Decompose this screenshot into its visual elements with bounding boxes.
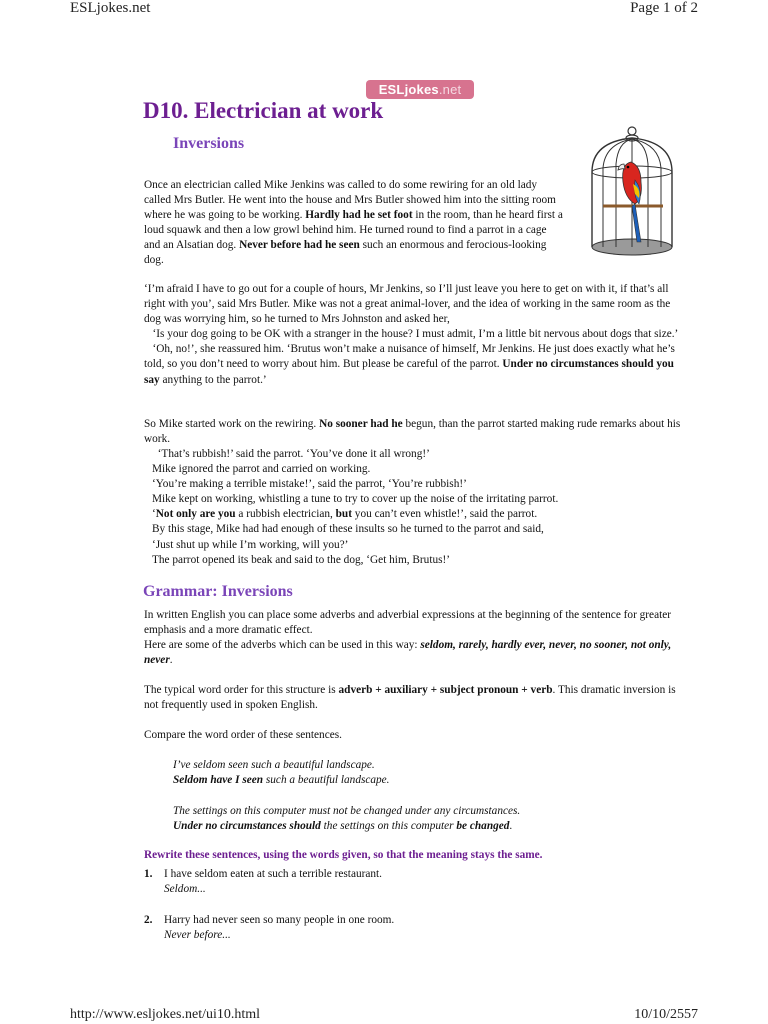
page-subtitle: Inversions bbox=[173, 135, 245, 152]
intro-text-3: such an enormous and ferocious-looking dog. bbox=[144, 239, 547, 267]
intro-text-1: Once an electrician called Mike Jenkins was called to do some rewiring for an old lady called Mrs Butler. He went into the house and Mrs Butler showed him into the sitting room where he was going to be working. bbox=[144, 179, 556, 222]
example-1-inverted-rest: such a beautiful landscape. bbox=[263, 774, 390, 787]
para3-a: So Mike started work on the rewiring. bbox=[144, 418, 320, 430]
page-title: D10. Electrician at work bbox=[143, 98, 384, 123]
logo-main: ESLjokes bbox=[378, 82, 439, 97]
esljokes-logo bbox=[366, 80, 474, 99]
intro-text-2: in the room, than he heard first a loud squawk and then a low growl behind him. He turned round to find a parrot in a cage and an Alsatian dog. bbox=[144, 209, 563, 252]
example-2-inverted-end: be changed bbox=[456, 820, 510, 833]
para2-line-1: ‘I’m afraid I have to go out for a couple of hours, Mr Jenkins, so I’ll just leave you here to get on with it, if that’s all right with you’, said Mrs Butler. Mike was not a great animal-lover, and the idea of working in the same room as the dog was worrying him, so he turned to Mrs Johnston and asked her, bbox=[144, 283, 671, 326]
example-2-normal: The settings on this computer must not be changed under any circumstances. bbox=[173, 805, 521, 817]
grammar-example-2 bbox=[173, 804, 673, 834]
dialogue-5d: you can’t even whistle!’, said the parrot. bbox=[351, 508, 538, 521]
para2-line-3b: Under no circumstances should you say bbox=[144, 358, 674, 386]
parrot-cage-illustration bbox=[583, 124, 681, 256]
exercise-1-prompt: Seldom... bbox=[164, 883, 206, 896]
story-intro bbox=[144, 178, 564, 269]
footer-date: 10/10/2557 bbox=[634, 1007, 698, 1022]
example-1-normal: I’ve seldom seen such a beautiful landscape. bbox=[173, 759, 375, 771]
footer-url[interactable]: http://www.esljokes.net/ui10.html bbox=[70, 1007, 261, 1022]
dialogue-5b: a rubbish electrician, bbox=[235, 508, 336, 521]
dialogue-2: Mike ignored the parrot and carried on working. bbox=[152, 463, 371, 476]
intro-bold-1: Hardly had he set foot bbox=[305, 209, 413, 222]
grammar-p1: In written English you can place some adverbs and adverbial expressions at the beginning of the sentence for greater emphasis and a more dramatic effect. bbox=[144, 609, 672, 637]
logo-suffix: .net bbox=[438, 82, 462, 97]
dialogue-1: ‘That’s rubbish!’ said the parrot. ‘You’ve done it all wrong!’ bbox=[157, 448, 430, 460]
dialogue-5a: Not only are you bbox=[155, 508, 236, 521]
dialogue-7: ‘Just shut up while I’m working, will you?’ bbox=[152, 538, 349, 551]
grammar-paragraph-2 bbox=[144, 683, 684, 713]
dialogue-5c: but bbox=[335, 508, 352, 521]
exercise-2-sentence: Harry had never seen so many people in one room. bbox=[164, 914, 395, 926]
grammar-p3c: . This dramatic inversion is not frequently used in spoken English. bbox=[144, 684, 676, 712]
grammar-example-1 bbox=[173, 758, 673, 788]
intro-bold-2: Never before had he seen bbox=[239, 239, 360, 252]
grammar-p3a: The typical word order for this structure is bbox=[144, 684, 339, 696]
example-1-inverted-bold: Seldom have I seen bbox=[173, 774, 264, 787]
example-2-period: . bbox=[509, 820, 513, 833]
grammar-p2c: . bbox=[169, 654, 173, 667]
dialogue-6: By this stage, Mike had had enough of these insults so he turned to the parrot and said, bbox=[152, 523, 544, 536]
exercise-2 bbox=[164, 913, 394, 943]
dialogue-8: The parrot opened its beak and said to the dog, ‘Get him, Brutus!’ bbox=[152, 553, 451, 566]
example-2-inverted-mid: the settings on this computer bbox=[320, 820, 457, 833]
para3-c: begun, than the parrot started making rude remarks about his work. bbox=[144, 418, 681, 446]
exercise-1-number: 1. bbox=[144, 868, 153, 880]
para2-line-3c: anything to the parrot.’ bbox=[159, 373, 267, 386]
grammar-adverb-list: seldom, rarely, hardly ever, never, no sooner, not only, never bbox=[144, 639, 672, 667]
exercise-2-prompt: Never before... bbox=[164, 929, 231, 942]
grammar-paragraph-1 bbox=[144, 608, 684, 668]
grammar-title: Grammar: Inversions bbox=[143, 583, 293, 600]
story-paragraph-3 bbox=[144, 417, 684, 447]
grammar-structure: adverb + auxiliary + subject pronoun + verb bbox=[338, 684, 553, 696]
exercise-2-number: 2. bbox=[144, 914, 153, 926]
dialogue-3: ‘You’re making a terrible mistake!’, said the parrot, ‘You’re rubbish!’ bbox=[152, 478, 467, 491]
site-name: ESLjokes.net bbox=[70, 0, 151, 16]
story-dialogue: ‘That’s rubbish!’ said the parrot. ‘You’ve done it all wrong!’ Mike ignored the parrot and carried on working. ‘You’re making a terrible mistake!’, said the parrot, ‘You’re rubbish!’ Mike kept on working, whistling a tune to try to cover up the noise of the irritating parrot. ‘Not only are you a rubbish electrician, but you can’t even whistle!’, said the parrot. By this stage, Mike had had enough of these insults so he turned to the parrot and said, ‘Just shut up while I’m working, will you?’ The parrot opened its beak and said to the dog, ‘Get him, Brutus!’ bbox=[152, 448, 559, 566]
exercise-instruction: Rewrite these sentences, using the words given, so that the meaning stays the same. bbox=[144, 849, 543, 861]
example-2-inverted-bold: Under no circumstances should bbox=[173, 820, 321, 833]
page-number: Page 1 of 2 bbox=[630, 0, 698, 16]
dialogue-4: Mike kept on working, whistling a tune to try to cover up the noise of the irritating parrot. bbox=[152, 493, 559, 506]
grammar-compare: Compare the word order of these sentences. bbox=[144, 729, 342, 741]
story-paragraph-2 bbox=[144, 282, 684, 388]
para2-line-2: ‘Is your dog going to be OK with a stranger in the house? I must admit, I’m a little bit nervous about dogs that size.’ bbox=[152, 328, 679, 341]
para3-b: No sooner had he bbox=[319, 418, 403, 430]
exercise-1-sentence: I have seldom eaten at such a terrible restaurant. bbox=[164, 868, 382, 880]
grammar-p2a: Here are some of the adverbs which can be used in this way: bbox=[144, 639, 421, 652]
para2-line-3a: ‘Oh, no!’, she reassured him. ‘Brutus won’t make a nuisance of himself, Mr Jenkins. He just does exactly what he’s told, so you don’t need to worry about him. But please be careful of the parrot. bbox=[144, 343, 675, 371]
exercise-1 bbox=[164, 867, 382, 897]
